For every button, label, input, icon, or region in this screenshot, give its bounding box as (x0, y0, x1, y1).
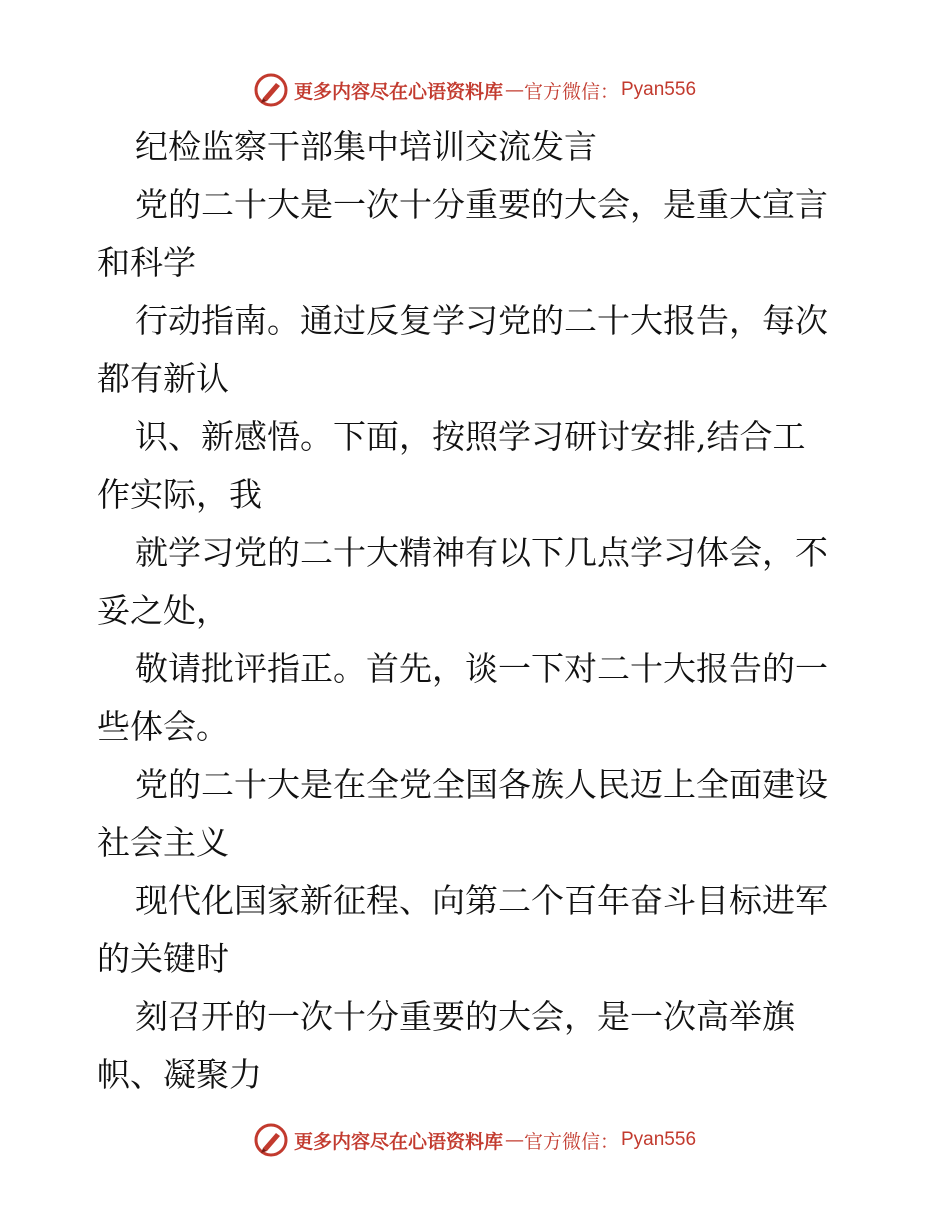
document-line: 党的二十大是在全党全国各族人民迈上全面建设 (135, 765, 828, 804)
watermark-sub: 官方微信： (523, 1130, 619, 1153)
watermark-main: 更多内容尽在心语资料库 (293, 80, 503, 103)
document-line: 现代化国家新征程、向第二个百年奋斗目标进军 (135, 881, 828, 920)
document-line: 的关键时 (97, 939, 229, 978)
document-line: 妥之处， (97, 591, 229, 630)
document-title: 纪检监察干部集中培训交流发言 (135, 127, 597, 166)
watermark-wechat-id: Pyan556 (621, 1129, 697, 1150)
document-line: 刻召开的一次十分重要的大会，是一次高举旗 (135, 997, 795, 1036)
watermark-footer-bottom (0, 1120, 950, 1160)
watermark-main: 更多内容尽在心语资料库 (293, 1130, 503, 1153)
watermark-text (294, 77, 696, 104)
watermark-dash: — (504, 1129, 522, 1151)
document-body (97, 118, 855, 1104)
pen-logo-icon (254, 73, 288, 107)
document-line: 行动指南。通过反复学习党的二十大报告，每次 (135, 301, 828, 340)
document-line: 帜、凝聚力 (97, 1055, 262, 1094)
document-line: 识、新感悟。下面，按照学习研讨安排,结合工 (135, 417, 806, 456)
watermark-sub: 官方微信： (523, 80, 619, 103)
document-line: 和科学 (97, 243, 196, 282)
watermark-dash: — (504, 79, 522, 101)
document-line: 敬请批评指正。首先，谈一下对二十大报告的一 (135, 649, 828, 688)
document-line: 就学习党的二十大精神有以下几点学习体会，不 (135, 533, 828, 572)
document-line: 都有新认 (97, 359, 229, 398)
pen-logo-icon (254, 1123, 288, 1157)
watermark-wechat-id: Pyan556 (621, 79, 697, 100)
watermark-text (294, 1127, 696, 1154)
document-line: 些体会。 (97, 707, 229, 746)
watermark-header-top (0, 70, 950, 110)
document-line: 社会主义 (97, 823, 229, 862)
document-line: 作实际，我 (97, 475, 262, 514)
document-line: 党的二十大是一次十分重要的大会，是重大宣言 (135, 185, 828, 224)
